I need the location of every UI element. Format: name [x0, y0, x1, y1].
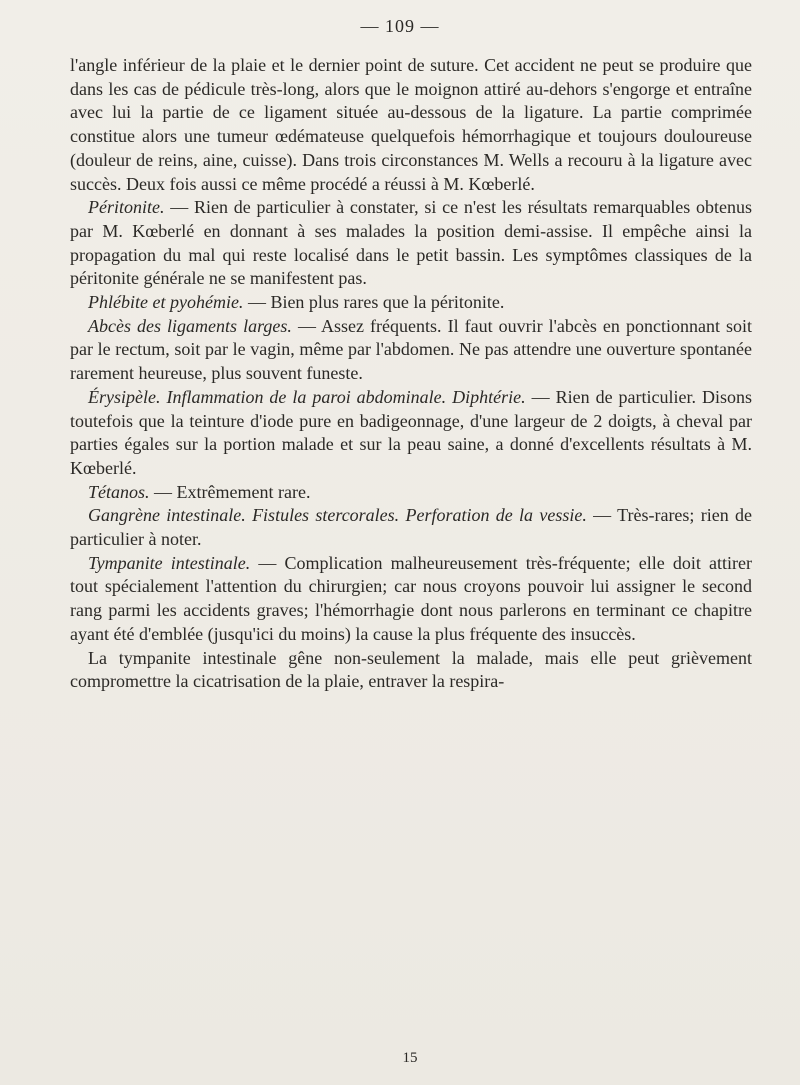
paragraph-text: — Extrêmement rare.	[149, 481, 311, 502]
section-heading: Tétanos.	[88, 481, 150, 502]
paragraph-abces	[70, 315, 752, 386]
paragraph-text: La tympanite intestinale gêne non-seulement la malade, mais elle peut grièvement compromettre la cicatrisation de la plaie, entraver la respira-	[70, 647, 752, 692]
page-body	[70, 54, 752, 694]
paragraph-tympanite-continued	[70, 647, 752, 694]
paragraph-text: — Complication malheureusement très-fréquente; elle doit attirer tout spécialement l'attention du chirurgien; car nous croyons pouvoir lui assigner le second rang parmi les accidents graves; l'hémorrhagie dont nous parlerons en terminant ce chapitre ayant été d'emblée (jusqu'ici du moins) la cause la plus fréquente des insuccès.	[70, 552, 752, 644]
paragraph-text: — Rien de particulier. Disons toutefois que la teinture d'iode pure en badigeonnage, d'une largeur de 2 doigts, à cheval par parties égales sur la portion malade et sur la peau saine, a donné d'excellents résultats à M. Kœberlé.	[70, 386, 752, 478]
paragraph-text: — Bien plus rares que la péritonite.	[243, 292, 505, 313]
paragraph-tetanos	[70, 481, 752, 505]
section-heading: Abcès des ligaments larges.	[88, 315, 292, 336]
section-heading: Gangrène intestinale. Fistules stercorales. Perforation de la vessie.	[88, 505, 587, 526]
page-number: — 109 —	[360, 16, 440, 36]
paragraph-peritonite	[70, 196, 752, 291]
signature-mark: 15	[402, 1050, 418, 1066]
section-heading: Érysipèle. Inflammation de la paroi abdominale. Diphtérie.	[88, 386, 526, 407]
paragraph-phlebite	[70, 291, 752, 315]
section-heading: Phlébite et pyohémie.	[88, 292, 244, 313]
paragraph-continuation	[70, 54, 752, 196]
paragraph-tympanite	[70, 552, 752, 647]
section-heading: Péritonite.	[88, 197, 165, 218]
paragraph-gangrene	[70, 504, 752, 551]
paragraph-text: — Assez fréquents. Il faut ouvrir l'abcès en ponctionnant soit par le rectum, soit par le vagin, même par l'abdomen. Ne pas attendre une ouverture spontanée rarement heureuse, plus souvent funeste.	[70, 315, 752, 384]
paragraph-text: — Très-rares; rien de particulier à noter.	[70, 505, 752, 550]
paragraph-text: — Rien de particulier à constater, si ce n'est les résultats remarquables obtenus par M. Kœberlé en donnant à ses malades la position demi-assise. Il empêche ainsi la propagation du mal qui reste localisé dans le petit bassin. Les symptômes classiques de la péritonite générale ne se manifestent pas.	[70, 197, 752, 289]
paragraph-erysipele	[70, 386, 752, 481]
paragraph-text: l'angle inférieur de la plaie et le dernier point de suture. Cet accident ne peut se produire que dans les cas de pédicule très-long, alors que le moignon attiré au-dehors s'engorge et entraîne avec lui la partie de ce ligament située au-dessous de la ligature. La partie comprimée constitue alors une tumeur œdémateuse quelquefois hémorrhagique et toujours douloureuse (douleur de reins, aine, cuisse). Dans trois circonstances M. Wells a recouru à la ligature avec succès. Deux fois aussi ce même procédé a réussi à M. Kœberlé.	[70, 55, 752, 194]
section-heading: Tympanite intestinale.	[88, 552, 251, 573]
